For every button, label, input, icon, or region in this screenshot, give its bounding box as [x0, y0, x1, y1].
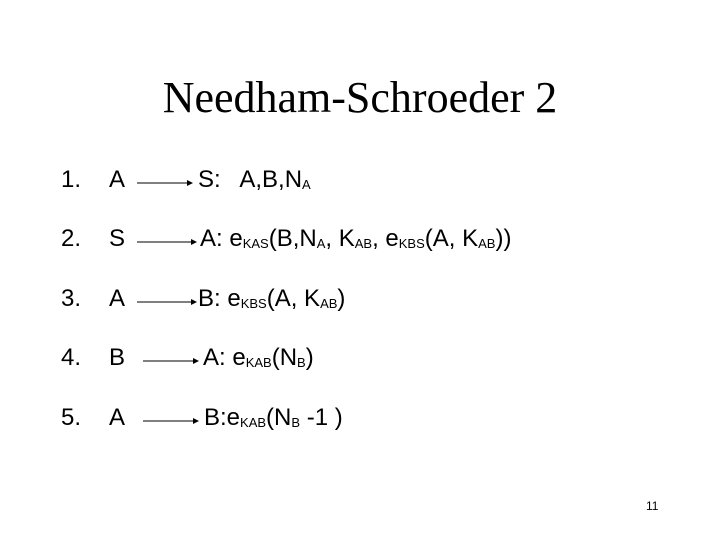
- step-number: 1.: [61, 166, 82, 193]
- step-number: 4.: [61, 344, 82, 371]
- step-message: [198, 164, 311, 199]
- step-message: [200, 223, 511, 258]
- page-number: 11: [646, 499, 659, 513]
- protocol-step-1: [0, 164, 720, 196]
- right-arrow-icon: [137, 178, 193, 188]
- message-subscript: KBS: [240, 296, 267, 311]
- protocol-step-5: [0, 402, 720, 434]
- message-text: B: e: [198, 285, 241, 312]
- message-text: (A, K: [266, 285, 321, 312]
- protocol-step-4: [0, 342, 720, 374]
- message-text: )): [495, 225, 512, 252]
- message-subscript: B: [291, 415, 301, 430]
- step-message: [204, 402, 343, 437]
- message-text: (A, K: [424, 225, 479, 252]
- right-arrow-icon: [137, 237, 197, 247]
- step-number: 2.: [61, 225, 82, 252]
- step-sender: S: [109, 225, 126, 252]
- step-sender: B: [109, 344, 126, 371]
- message-subscript: A: [302, 177, 311, 192]
- message-text: ): [337, 285, 346, 312]
- message-text: (N: [271, 344, 298, 371]
- right-arrow-icon: [143, 416, 199, 426]
- message-subscript: B: [297, 355, 306, 370]
- message-subscript: A: [316, 236, 326, 251]
- message-text: ): [305, 344, 314, 371]
- message-subscript: AB: [354, 236, 373, 251]
- message-text: , e: [372, 225, 399, 252]
- message-text: A: e: [203, 344, 246, 371]
- message-text: , K: [325, 225, 355, 252]
- slide-title: Needham-Schroeder 2: [162, 73, 558, 122]
- message-text: (B,N: [268, 225, 317, 252]
- message-subscript: KAS: [242, 236, 269, 251]
- protocol-step-3: [0, 283, 720, 315]
- step-sender: A: [109, 166, 126, 193]
- step-number: 5.: [61, 404, 82, 431]
- message-subscript: KAB: [240, 415, 267, 430]
- protocol-step-2: [0, 223, 720, 255]
- right-arrow-icon: [137, 297, 197, 307]
- message-text: (N: [266, 404, 292, 431]
- step-message: [198, 283, 345, 318]
- message-subscript: AB: [478, 236, 496, 251]
- step-sender: A: [109, 285, 126, 312]
- step-sender: A: [109, 404, 126, 431]
- message-text: S: A,B,N: [198, 166, 303, 193]
- message-subscript: KBS: [398, 236, 425, 251]
- step-message: [203, 342, 314, 377]
- message-text: B:e: [204, 404, 241, 431]
- message-subscript: KAB: [245, 355, 272, 370]
- message-text: -1 ): [300, 404, 343, 431]
- right-arrow-icon: [143, 356, 199, 366]
- step-number: 3.: [61, 285, 82, 312]
- message-subscript: AB: [320, 296, 338, 311]
- message-text: A: e: [200, 225, 243, 252]
